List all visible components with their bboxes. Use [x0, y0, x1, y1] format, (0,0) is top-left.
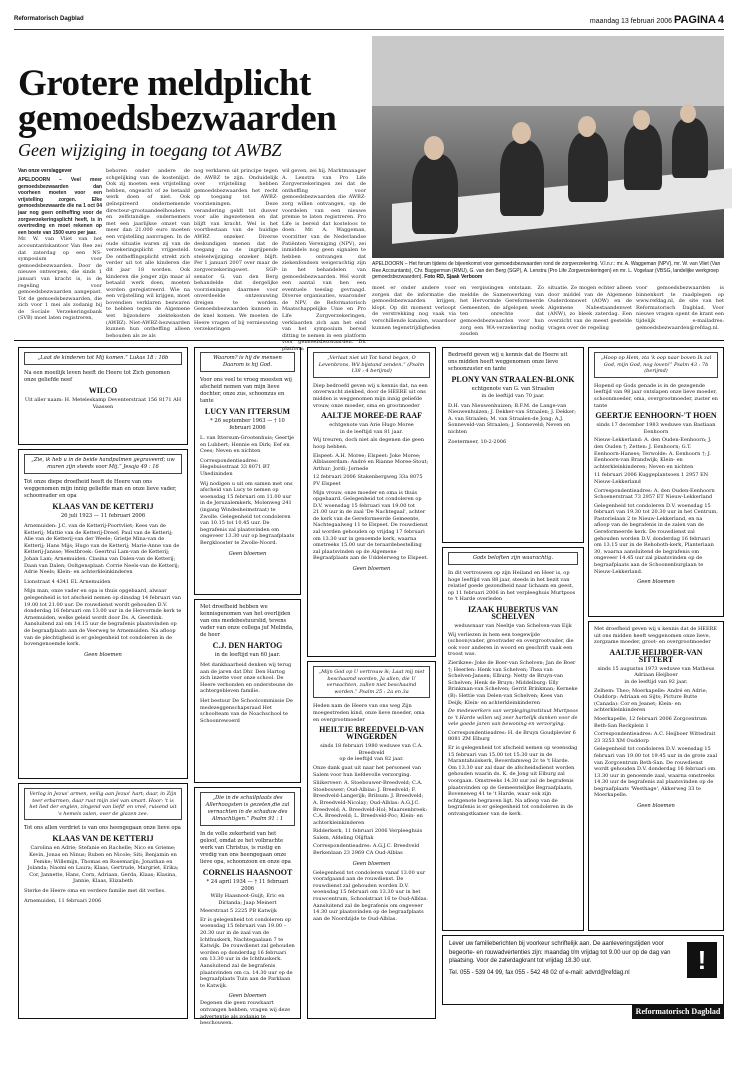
- announcement-text: „Verlaat niet uit Tot hand begon, O Levenbrons, Wil bijstand zenden.” (Psalm 138 : 4 berijmd): [313, 352, 430, 378]
- deceased-name: C.J. DEN HARTOG: [212, 641, 283, 650]
- article-lead: APELDOORN – Veel meer gemoedsbezwaarden dan voorheen moeten voor een vrijstelling zorgen. Elke gemoedsbezwaarde die na 1 oct 04 jaar nog geen ontheffing voor de zorgverzekeringsplicht heeft, is in overtreding en moet rekenen op een boete van 1500 euro per jaar.: [18, 177, 102, 236]
- announcement-wilco: „Laat de kinderen tot Mij komen.” Lukas 18 : 16b Na een moeilijk leven heeft de Heere tot Zich genomen onze geliefde neef WILCO Uit aller naam: H. Meteleskamp Deventerstraat 156 8171 AH Vaassen: [18, 347, 188, 445]
- announcement-plony: Bedroefd geven wij u kennis dat de Heere uit ons midden heeft weggenomen onze lieve schoonzuster en tante PLONY VAN STRAALEN-BLONK echtgenote van G. van Straalen in de leeftijd van 70 jaar. D.H. van Nieuwenhuizen; B.F.M. de Lange-van Nieuwenhuizen; J. Dekker-van Straalen; J. Dekker; A. van Straalen; M. van Straalen-de Jong; A.J. Sonneveld-van Straalen; J. Sonneveld; Neven en nichten Zoetermeer, 10-2-2006: [442, 347, 584, 543]
- announcement-text: Geen bloemen: [352, 860, 391, 867]
- page-date: maandag 13 februari 2006 PAGINA 4: [589, 14, 724, 26]
- article-column-8: voor gemoedsbezwaarden is binnenkort te raadplegen op www.refdag.nl, de site van het Reformatorisch Dagblad. Voor nieuwe vragen opent de krant een tijdelijk e-mailadres: gemoedsbezwaarden@refdag.nl.: [636, 285, 724, 331]
- announcement-text: Geen bloemen: [352, 566, 391, 573]
- masthead: [14, 14, 724, 30]
- announcement-text: echtgenote van Arie Hugo Moree: [329, 422, 414, 429]
- deceased-name: AALTJE MOREE-DE RAAF: [320, 411, 423, 421]
- forum-photo: [372, 36, 724, 258]
- announcement-text: Correspondentieadres: A.G.J.C. Breedveld Berkenlaan 23 2969 CA Oud-Alblas: [313, 843, 420, 857]
- announcement-klaas-2: Verlog in Jezus' armen, veilig aan Jezus' hart; daar, in Zijn teer erbarmen, daar rust mijn ziel van smart. Hoor: 't is het lied der englen, zingend van liefd' en vreê, ruisend uit 's hemels zalen, over de glazen zee. Tot ons allen verdriet is van ons heengegaan onze lieve opa KLAAS VAN DE KETTERIJ Carolina en Adrie; Stefanie en Rachelle; Nico en Grieme; Kevin, Jonas en Ninus; Ruben en Nicole; Siti; Benjamin en Femke; Willemijn, Thomas en Rosemarijn; Jonathan en Jolanda; Naomi en Laura; Klaas, Gertrude, Margriet, Erika; Cor, Jannette, Hans, Corn, Adriaan, Gerda, Klaas; Klasina, Jannie, Klaas, Elizabeth Sterke de Heere oma en verdere familie met dit verlies. Arnemuiden, 11 februari 2006: [18, 783, 188, 1019]
- article-column-6: en vergissingen ontstaan. Zo meldde de Samenwerking van het Hervormde Gereformeerde Gemeenten, de afgelopen week ten onrechte dat gemoedsbezwaarden voor hun zorg een WA-verzekering nodig zouden: [460, 285, 544, 338]
- deceased-name: LUCY VAN ITTERSUM: [204, 407, 291, 416]
- announcement-text: in de leeftijd van 81 jaar.: [340, 428, 403, 435]
- deceased-name: KLAAS VAN DE KETTERIJ: [52, 502, 154, 511]
- announcement-text: „Mijn God op U vertrouw ik; Laat mij niet beschaamd worden, Ja allen, die U verwachten, zullen niet beschaamd worden.” Psalm 25 : 2a en 3a: [313, 666, 430, 698]
- deceased-name: PLONY VAN STRAALEN-BLONK: [451, 375, 575, 384]
- article-column-4: wil geven, zei hij. Marktmanager A. Lenstra van Pro Life Zorgverzekeringen zei dat de ontheffing voor gemoedsbezwaarden die AWBZ-zorg willen ontvangen, op de voordelen van een nieuwe premie te laten registreren. Pro Life is bereid dat kosteloos te doen. Mr. A. Waggeman, voorzitter van de Nederlandse Patiënten Vereniging (NPV), zei inmiddels nog geen signalen te hebben ontvangen dat ziekenfondsen weigerachtig zijn in het behandelen van gemoedsbezwaarden. Wel wordt een aantal van hen een eventuele toeslag gevraagd. Diverse organisaties, waaronder de NPV, de Reformatorisch Maatschappelijke Unie en Pro Life Zorgverzekeringen, verklaarden zich aan het eind van het symposium bereid ditting te nemen in een platform voor gemoedsbezwaarden. Dit platform: [282, 168, 366, 353]
- deceased-name: AALTJE HEIJBOER-VAN SITTERT: [609, 647, 703, 664]
- article-column-5: moet er onder andere voor zorgen dat de informatie die gemoedsbezwaarden krijgen, klopt. Op dit moment verloopt de verstrekking nog vaak via verschillende kanalen, waardoor kunnen tegenstrijdigheden: [372, 285, 456, 331]
- announcement-lucy: Waarom? is hij de mensen Daarom is hij God. Voor ons veel te vroeg moesten wij afscheid nemen van mijn lieve dochter, onze zus, schoonzus en tante LUCY VAN ITTERSUM * 26 september 1963 — † 10 februari 2006 L. van Ittersum-Grootenhuis; Geertje en Lubbert; Hennie en Dirk; Eef en Cees; Neven en nichten Correspondentieadres: Hegebuisstraat 33 8071 BT Uhedininden Wij nodigen u uit om samen met ons afscheid van Lucy te nemen op woensdag 15 februari om 11.00 uur in de Jeruzalemkerk, Molenweg 241 (ingang Windesheimstraat) te Zwolle. Gelegenheid tot condoleren van 10.15 tot 10.45 uur. De begrafenis zal plaatsvinden om ongeveer 13.30 uur op begraafplaats Bergklooster te Zwolle-Noord. Geen bloemen: [194, 347, 301, 595]
- notice-text: Lever uw familieberichten bij voorkeur schriftelijk aan. De aanleveringstijden voor begeorte- en rouwadvertenties zijn: maandag t/m vrijdag tot 9.00 uur op de dag van plaatsing. Voor de zaterdagkrant tot vrijdag 18.30 uur.: [449, 941, 671, 964]
- section-divider: [14, 340, 724, 341]
- announcement-geertje: „Hoop op Hem, ztа 'k oop naar boven Ik zal God, mijn God, nog loven!” Psalm 43 : 7b (berijmd) Hopend op Gods genade is in de gezegende leeftijd van 98 jaar ontslapen onze lieve moeder, schoonmoeder, oma, overgrootmoeder, zuster en tante GEERTJE EENHOORN-'T HOEN sinds 17 december 1983 weduwe van Bastiaan Eenhoorn Nieuw-Lekkerland: A. den Ouden-Eenhoorn; J. den Ouden †; Zetten: J. Eenhoorn; G.T. Eenhoorn-Hanses; Terwolde: A. Eenhoorn †; J. Eenhoorn-van Brandwijk; Klein- en achterkleinkinderen; Neven en nichten 11 februari 2006 Kuggeplantsoen 1 2957 EN Nieuw-Lekkerland Correspondentieadres: A. den Ouden-Eenhoorn Schoenerstraat 73 2957 ET Nieuw-Lekkerland Gelegenheid tot condoleren D.V. woensdag 15 februari van 19.30 tot 20.30 uur in het Centrum, Pastorielaan 2 te Nieuw-Lekkerland, en na afloop van de begrafenis in de zalen van de Gereformeerde kerk. De rouwdienst zal gehouden worden D.V. donderdag 16 februari om 13.15 uur in de Rehoboth-kerk, Planteriaan 30, waarna aansluitend de begrafenis om ongeveer 14.45 uur zal plaatsvinden op de begraafplaats aan de Schoonenburglaan te Nieuw-Lekkerland. Geen bloemen: [588, 347, 724, 617]
- announcement-text: Diep bedroefd geven wij u kennis dat, na een onverwacht ziekbed, door de HEERE uit ons midden is weggenomen mijn innig geliefde vrouw, onze moeder, oma en grootmoeder: [313, 382, 428, 409]
- announcement-aaltje-moree: [307, 347, 436, 657]
- deceased-name: KLAAS VAN DE KETTERIJ: [52, 834, 154, 844]
- announcement-text: sinds 18 februari 1980 weduwe van C.A. Breedveld: [320, 743, 423, 756]
- article-body-1: Mr. W. van Vliet van het accountantskantoor Van Ree zei dat zaterdag op een NS-symposium voor gemoedsbezwaarden. Door de nieuwe ontwerpen, die sinds 1 januari van kracht is, is de regeling voor gemoedsbezwaarden aangepast. Tot de gemoedsbezwaarden, die zich voor 1 mei als zodanig bij de Sociale Verzekeringsbank (SVB) moet laten registreren,: [18, 236, 102, 322]
- deceased-name: WILCO: [88, 386, 118, 395]
- announcement-text: Wij treuren, doch niet als degenen die geen hoop hebben.: [313, 437, 425, 450]
- announcement-heiltje-breedveld: [307, 661, 436, 1019]
- announcement-text: Ridderkerk, 11 februari 2006 Verpleeghuis Salem, Afdeling Olijftak: [313, 828, 423, 841]
- announcement-text: Heden nam de Heere van ons weg Zijn moegestreden kind, onze lieve moeder, oma en overgrootmoeder: [313, 703, 425, 723]
- article-column-1: [18, 177, 102, 322]
- announcement-den-hartog: Met droefheid hebben we kennisgenomen van het overlijden van ons medebestuurslid, tevens vader van onze collega juf Melinda, de heer C.J. DEN HARTOG in de leeftijd van 60 jaar. Met dankbaarheid denken wij terug aan de jaren dat Dhr. Den Hartog zich inzette voor onze school. De Heere verbonden en ondersteune de achtergebleven familie. Het bestuur De Schoolcommissie De medezeggenschapsraad Het schoolteam van de Noachschool te Schoonrewoerd: [194, 599, 301, 783]
- submission-notice: [442, 935, 724, 1005]
- announcement-text: 12 februari 2006 Stakenbergweg 33a 8075 PV Elspeet: [313, 474, 423, 487]
- announcement-izaak: Gods beloften zijn waarachtig. In dit vertrouwen op zijn Heiland en Heer is, op hoge leeftijd van 88 jaar, steeds in het bezit van relatief goede gezondheid naar lichaam en geest, op 11 februari 2006 in het verpleeghuis Murtpoos te 't Harde overleden IZAAK HUBERTUS VAN SCHELVEN weduwnaar van Neeltje van Schelven-van Eijk Wij verliezen in hem een toegewijde (schoon)vader, grootvader en overgrootvader, die ook voor anderen in woord en geschrift vaak een troost was. Zierikzee: Joke de Boer-van Schelven; Jan de Boer †; Heerlen: Henk van Schelven; Thea van Schelven-Jansen; Elburg: Netty de Bruyn-van Schelven; Henk de Bruyn; Middelburg: Elly Brinkman-van Schelven; Gerrit Brinkman; Kerneke (B): Hettie van Delen-van Schelven; Kees van Deijk; Klein- en achterkleinkinderen De medewerkers van verpleginginstituut Murtpoos te 't Harde willen wij zeer hartelijk danken voor de vele goede jaren van bewoning en verzorging. Correspondentieadres: H. de Bruyn Goudplevier 6 8081 ZM Elburg Er is gelegenheid tot afscheid nemen op woensdag 15 februari van 15.00 tot 15.30 uur in de Marantahuiskerk, Beverdamweg 2c te 't Harde. Om 13.30 uur zal daar de afscheidsdienst worden gehouden waarin ds. K. de Jong uit Elburg zal voorgaan. Omstreeks 14.30 uur zal de begrafenis plaatsvinden op de Gemeentelijke Begraafplaats, Boveneweg 41 te 't Harde, waar ook zijn echtgenote begraven ligt. Na afloop van de begrafenis is er gelegenheid tot condoleren in de ontvangstkamer van de kerk.: [442, 547, 584, 931]
- photo-credit: Foto RD, Sjaak Verboom: [424, 274, 483, 281]
- article-byline: Van onze verslaggever: [18, 168, 72, 174]
- announcement-aaltje-heijboer: Met droefheid geven wij u kennis dat de HEERE uit ons midden heeft weggenomen onze lieve, zorgzame moeder, groot- en overgrootmoeder AALTJE HEIJBOER-VAN SITTERT sinds 15 augustus 1973 weduwe van Matheus Adriaan Heijboer in de leeftijd van 92 jaar. Zelhem: Theo; Moerkapelle: André en Adrie; Ouddorp: Adriaan en Sijts; Picture Butte (Canada): Cor en Jeanet; Klein- en achterkleinkinderen Moerkapelle, 12 februari 2006 Zorgcentrum Beth-San Reckplein 1 Correspondentieadres: A.C. Heijboer Wittedrait 23 3253 XM Ouddorp Gelegenheid tot condoleren D.V. woensdag 15 februari van 19.00 tot 19.45 uur in de grote zaal van Zorgcentrum Beth-San. De rouwdienst wordt gehouden D.V. donderdag 16 februari om 13.30 uur in genoemde zaal, waarna omstreeks 14.30 uur de begrafenis zal plaatsvinden op de begraafplaats 'Westhage', Akkerweg 33 te Moerkapelle. Geen bloemen: [588, 621, 724, 931]
- photo-caption: APELDOORN – Het forum tijdens de bijeenkomst voor gemoedsbezwaarden rond de zorgverzekering. V.l.n.r.: mr. A. Waggeman (NPV), mr. W. van Vliet (Van Ree Accountants), Chr. Baggerman (RMU), G. van den Berg (SGP), A. Lenstra (Pro Life Zorgverzekeringen) en mr. L. Vogelaar (VBSG, landelijke werkgroep gemoedsbezwaarden). Foto RD, Sjaak Verboom: [372, 261, 721, 281]
- announcement-cornelis: „Die in de schuilplaats des Allerhoogsten is gezeten,die zal vernachten in de schaduw des Almachtigen.” Psalm 91 : 1 In de volle zekerheid van het geloof, omdat ze het volbrachte werk van Christus, is rustig en vredig van ons heengegaan onze lieve opa, schoonzoon en onze opa CORNELIS HAASNOOT * 24 april 1934 — † 11 februari 2006 Willy Haasnoot-Guijt; Eric en Dirlanda; Jaap Meinert Meerstraat 5 2225 PB Katwijk Er is gelegenheid tot condoleren op woensdag 15 februari van 19.00 – 20.30 uur in de zaal van de Ichthuskerk, Nachtegaalaan 7 te Katwijk. De rouwdienst zal gehouden worden op donderdag 16 februari om 13.30 uur in de Ichthuskerk. Aansluitend zal de begrafenis plaatsvinden om ca. 14.30 uur op de begraafplaats Tuin aan de Parklaan te Katwijk. Geen bloemen Degenen die geen rouwkaart ontvangen hebben, vragen wij deze advertentie als zodanig te beschouwen.: [194, 787, 301, 1019]
- notice-contact: Tel. 055 - 539 04 99, fax 055 - 542 48 02 of e-mail: advrd@refdag.nl: [449, 969, 630, 976]
- announcement-text: Elspeet: A.H. Moree; Elspeet: Joke Moree; Alblasserdam: André en Rianne Moree-Stout; Arthur; Jordi; Jornede: [313, 452, 429, 472]
- announcement-text: Sliikerveer: A. Stoebouwer-Breedveld; C.A. Stoebouwer; Oud-Alblas: J. Breedveld; F. Breedveld-Langerijk; Brilsum: J. Breedveld; A. Breedveld-Nicolay; Oud-Alblas: A.G.J.C. Breedveld; A. Breedveld-Hol; Maarsenbroek: C.A. Breedveld; L. Breedveld-Poc; Klein- en achterkleinkinderen: [313, 780, 428, 826]
- article-column-2: behoren onder andere de schgelijking van de kostenlijst. Ook zij moeten een vrijstelling hebben, ongeacht of ze betaald werk doen of niet. Ook geïnspireerd ondernemende directeur-grootaandeelhouders en zelfstandige ondernemers met een jaarlijkse omzet van meer dan 21.000 euro moeten een vrijstelling aanvragen. In de oude situatie waren zij van de verzekeringsplicht vrijgesteld. De ontheffingsplicht strekt zich verder uit tot alle kinderen die dit jaar 18 worden. Ook kinderen die jonger zijn maar al betaald werk doen, moeten worden geregistreerd. Wie na een vrijstelling wil krijgen, moet bovendien verklaren bezwaren te hebben tegen de Algemene wet bijzondere ziektekosten (AWBZ). Niet-AWBZ-bezwaarden kunnen hun ontheffing alleen behouden als ze als: [106, 168, 190, 339]
- deceased-name: IZAAK HUBERTUS VAN SCHELVEN: [467, 604, 559, 621]
- deceased-name: HEILTJE BREEDVELD-VAN WINGERDEN: [319, 725, 424, 742]
- announcement-text: Gelegenheid tot condoleren vanaf 13.00 uur voorafgaand aan de rouwdienst. De rouwdienst zal gehouden worden D.V. woensdag 15 februari om 13.30 uur in het rouwcentrum, Schoolstraat 16 te Oud-Alblas. Aansluitend zal de begrafenis om ongeveer 14.30 uur plaatsvinden op de begraafplaats aan de Noordzijde te Oud-Alblas.: [313, 869, 428, 922]
- announcement-klaas-1: „Zie, ik heb u in de beide handpalmen gegraveerd; uw muren zijn steeds voor Mij.” Jesaja 49 : 16 Tot onze diepe droefheid heeft de Heere van ons weggenomen mijn innig geliefde man en onze lieve vader, schoonvader en opa KLAAS VAN DE KETTERIJ 26 juli 1923 — 11 februari 2006 Arnemuiden: J.C. van de Ketterij-Poortvliet; Kees van de Ketterij; Mattie van de Ketterij-Dreef; Paul van de Ketterij; Alie van de Ketterij-van der Weele; Grietje Mina-van de Ketterij; Hans Mijs; Hugo van de Ketterij; Marie-Anne van de Ketterij-Jansse; Westbroek: Geertruí Lam-van de Ketterij; Johan Lam; Arnemuiden: Clasina van Dalen-van de Ketterij; Daan van Dalen; Ooltgensplaat: Corrie Neels-van de Ketterij; Adrie Neels; Klein- en achterkleinkinderen Lionstraat 4 4341 EL Arnemuiden Mijn man, onze vader en opa is thuis opgebaard, alwaar gelegenheid is tot afscheid nemen op dinsdag 14 februari van 19.00 tot 21.00 uur. De rouwdienst wordt gehouden D.V. donderdag 16 februari om 13.00 uur in de Hervormde kerk te Arnemuiden, welke geleid wordt door Ds. A. Geerdink. Aansluitend zal om 14.15 uur de begrafenis plaatsvinden op de begraafplaats aan de Veerweg te Arnemuiden. Na afloop van de plechtigheid is er gelegenheid tot condoleren in de bovengenoemde kerk. Geen bloemen: [18, 449, 188, 779]
- article-headline: Grotere meldplicht gemoedsbezwaarden: [18, 63, 337, 139]
- announcement-text: Mijn vrouw, onze moeder en oma is thuis opgebaard. Gelegenheid tot condoleren op D.V. woensdag 15 februari van 19.00 tot 21.00 uur in de zaal 'De Nachtegaal', achter de kerk van de Gereformeerde Gemeente, Nachtegaalweg 11 te Elspeet. De rouwdienst zal worden gehouden op vrijdag 17 februari om 13.30 uur in genoemde kerk, waarna omstreeks 15.00 uur de teraardebestelling zal plaatsvinden op de Algemene Begraafplaats aan de Uddelerweg te Elspeet.: [313, 489, 429, 562]
- deceased-name: CORNELIS HAASNOOT: [202, 868, 293, 877]
- article-subhead: Geen wijziging in toegang tot AWBZ: [18, 140, 282, 160]
- paper-name: Reformatorisch Dagblad: [14, 16, 84, 22]
- article-column-3: nog verklaren uit principe tegen de AWBZ te zijn. Onduidelijk over vrijstelling hebben gemoedsbezwaarden het recht op toegang tot AWBZ-voorzieningen. Deze verandering geldt tot dusver voor alle ingezetenen en dat blijft van kracht. Wel is het voortbestaan van de huidige AWBZ onzeker. Diverse deskundigen menen dat de toegang na de ingrijpende stelselwijziging onzeker blijft. Per 1 januari 2007 over maar de zorgverzekeringswet. SGP-senator G. van den Berg behandelde dat dergelijke voorzieningen daarmee voor onverdeelde ontzenuwing dreigen te worden. Gemoedsbezwaarden kunnen in de knel komen. We moeten de Heere vragen of bij vernieuwing verzekeringen: [194, 168, 278, 333]
- article-column-7: situatie. Ze mogen echter alleen door middel van de Algemene Ouderdomswet (AOW) en de Algemene Nabestaandenwet (ANW), zo bleek zaterdag. Een overzicht van de meest gestelde vragen over de regeling: [548, 285, 632, 331]
- paper-logo: Reformatorisch Dagblad: [632, 1005, 724, 1019]
- exclamation-icon: !: [687, 942, 717, 978]
- deceased-name: GEERTJE EENHOORN-'T HOEN: [595, 411, 717, 421]
- announcement-text: op de leeftijd van 82 jaar.: [339, 756, 404, 763]
- announcement-text: Onze dank gaat uit naar het personeel van Salem voor hun liefdevolle verzorging.: [313, 764, 422, 778]
